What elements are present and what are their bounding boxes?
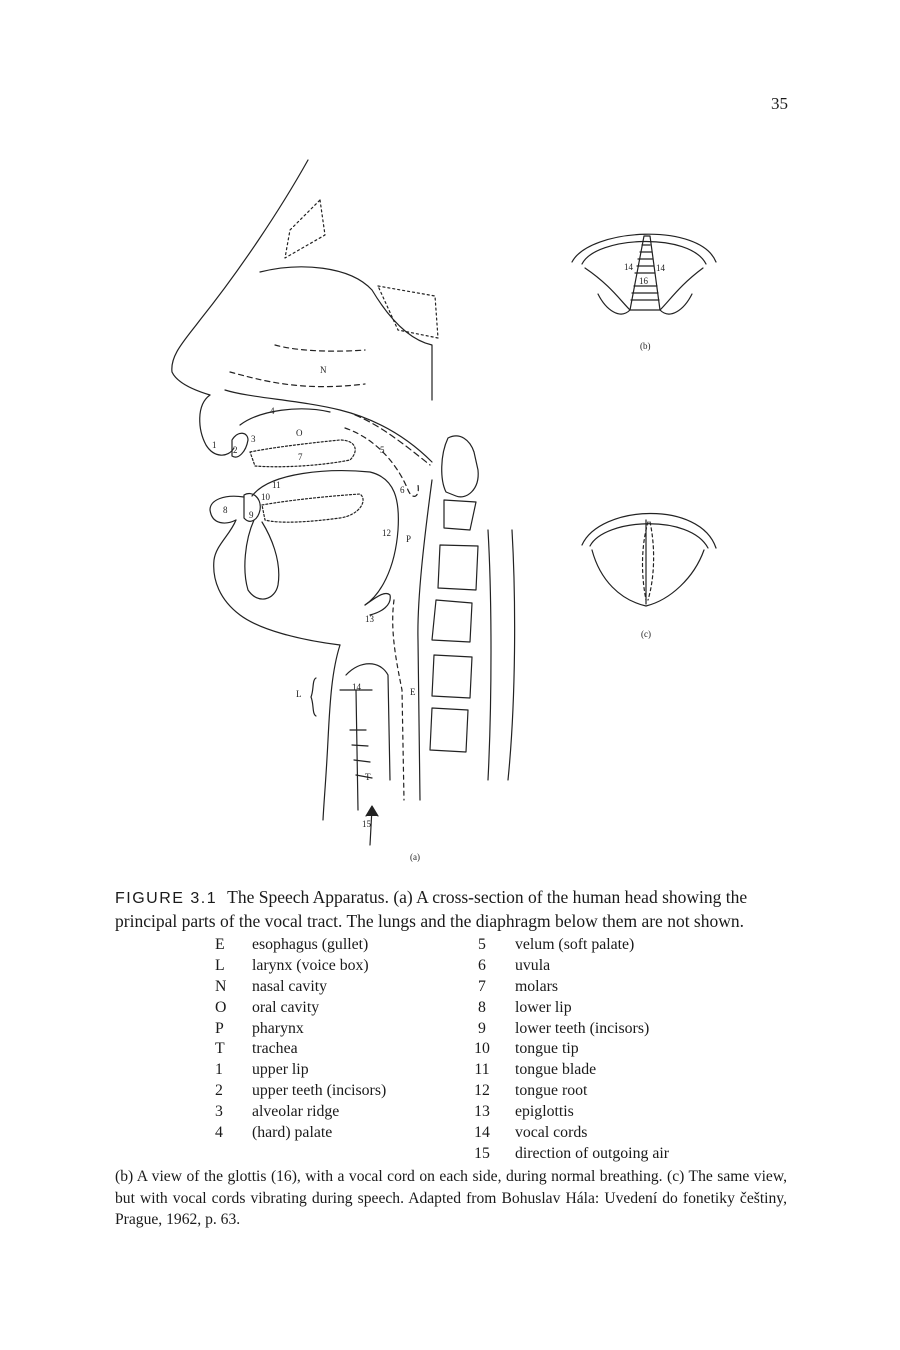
- legend-key: 15: [474, 1144, 490, 1162]
- label-O: O: [296, 428, 303, 438]
- legend-description: epiglottis: [515, 1103, 574, 1121]
- legend-row: [215, 1060, 455, 1081]
- label-3: 3: [251, 434, 256, 444]
- legend-row: [215, 977, 455, 998]
- page-number: 35: [771, 94, 788, 113]
- legend-description: vocal cords: [515, 1124, 588, 1142]
- legend-key: 6: [478, 956, 486, 974]
- label-11: 11: [272, 480, 281, 490]
- legend-row: [215, 1019, 455, 1040]
- legend-row: [474, 1123, 734, 1144]
- legend-description: (hard) palate: [252, 1124, 333, 1142]
- legend-row: [215, 935, 455, 956]
- label-N: N: [320, 365, 327, 375]
- legend-description: pharynx: [252, 1019, 304, 1037]
- label-8: 8: [223, 505, 228, 515]
- legend-key: T: [215, 1040, 225, 1058]
- legend-description: alveolar ridge: [252, 1103, 340, 1121]
- legend-row: [474, 998, 734, 1019]
- label-14: 14: [352, 682, 361, 692]
- label-4: 4: [270, 406, 275, 416]
- legend-row: [474, 956, 734, 977]
- label-b-16: 16: [639, 276, 648, 286]
- legend-row: [215, 998, 455, 1019]
- legend-description: tongue root: [515, 1082, 588, 1100]
- legend-key: 7: [478, 977, 486, 995]
- legend-description: velum (soft palate): [515, 936, 635, 953]
- label-T: T: [365, 772, 371, 782]
- label-6: 6: [400, 485, 405, 495]
- legend-key: O: [215, 998, 227, 1016]
- legend-row: [474, 977, 734, 998]
- legend-row: [474, 1081, 734, 1102]
- panel-label-a: (a): [410, 852, 420, 862]
- legend-key: 2: [215, 1082, 223, 1100]
- legend-key: 11: [474, 1061, 490, 1079]
- label-12: 12: [382, 528, 391, 538]
- legend-row: [474, 1019, 734, 1040]
- legend-key: 8: [478, 998, 486, 1016]
- legend-description: oral cavity: [252, 998, 320, 1016]
- legend-key: 3: [215, 1103, 223, 1121]
- figure-label: FIGURE 3.1: [115, 890, 218, 907]
- legend-key: 1: [215, 1061, 223, 1079]
- legend-row: [215, 1102, 455, 1123]
- legend-description: uvula: [515, 956, 551, 974]
- legend-description: larynx (voice box): [252, 956, 369, 974]
- legend-description: tongue tip: [515, 1040, 579, 1058]
- legend-row: [215, 1123, 455, 1144]
- legend-description: trachea: [252, 1040, 298, 1058]
- glottis-breathing-drawing: [572, 234, 716, 314]
- head-cross-section-drawing: [172, 160, 515, 845]
- figure-caption-text: The Speech Apparatus. (a) A cross-section of the human head showing the principal parts of the vocal tract. The lungs and the diaphragm below them are not shown.: [115, 887, 748, 931]
- label-b-14-right: 14: [656, 263, 665, 273]
- panel-label-b: (b): [640, 341, 651, 351]
- legend-description: upper lip: [252, 1061, 309, 1079]
- glottis-speech-drawing: [582, 513, 716, 606]
- legend-description: nasal cavity: [252, 977, 328, 995]
- label-E: E: [410, 687, 416, 697]
- label-7: 7: [298, 452, 303, 462]
- legend-description: molars: [515, 977, 558, 995]
- legend-row: [215, 956, 455, 977]
- label-13: 13: [365, 614, 374, 624]
- legend-key: 12: [474, 1082, 490, 1100]
- legend-row: [474, 1102, 734, 1123]
- legend-key: 10: [474, 1040, 490, 1058]
- legend-key: E: [215, 936, 225, 953]
- legend-key: N: [215, 977, 227, 995]
- legend-key: P: [215, 1019, 224, 1037]
- legend-row: [215, 1081, 455, 1102]
- label-b-14-left: 14: [624, 262, 633, 272]
- panel-label-c: (c): [641, 629, 651, 639]
- legend-description: lower lip: [515, 998, 572, 1016]
- legend-row: [215, 1039, 455, 1060]
- legend-key: 9: [478, 1019, 486, 1037]
- legend-right-column: [474, 935, 734, 1165]
- legend-row: [474, 1144, 734, 1165]
- legend-row: [474, 935, 734, 956]
- label-L: L: [296, 689, 302, 699]
- legend-key: 13: [474, 1103, 490, 1121]
- figure-footnote: (b) A view of the glottis (16), with a vocal cord on each side, during normal breathing. (c) The same view, but with vocal cords vibrating during speech. Adapted from Bohuslav Hála: Uvedení do fonetiky češtiny, Prague, 1962, p. 63.: [115, 1168, 787, 1228]
- label-P: P: [406, 534, 412, 544]
- label-5: 5: [380, 445, 385, 455]
- legend-description: tongue blade: [515, 1061, 597, 1079]
- legend-row: [474, 1060, 734, 1081]
- label-2: 2: [233, 445, 238, 455]
- legend-left-column: [215, 935, 455, 1144]
- legend-row: [474, 1039, 734, 1060]
- figure-caption: [115, 886, 787, 933]
- legend-key: 14: [474, 1124, 490, 1142]
- legend-description: esophagus (gullet): [252, 936, 369, 953]
- legend-description: upper teeth (incisors): [252, 1082, 387, 1100]
- legend-key: L: [215, 956, 225, 974]
- label-15: 15: [362, 819, 371, 829]
- label-9: 9: [249, 510, 254, 520]
- legend-key: 5: [478, 936, 486, 953]
- label-1: 1: [212, 440, 217, 450]
- legend-description: direction of outgoing air: [515, 1144, 669, 1162]
- label-10: 10: [261, 492, 270, 502]
- legend-description: lower teeth (incisors): [515, 1019, 650, 1037]
- legend-key: 4: [215, 1124, 223, 1142]
